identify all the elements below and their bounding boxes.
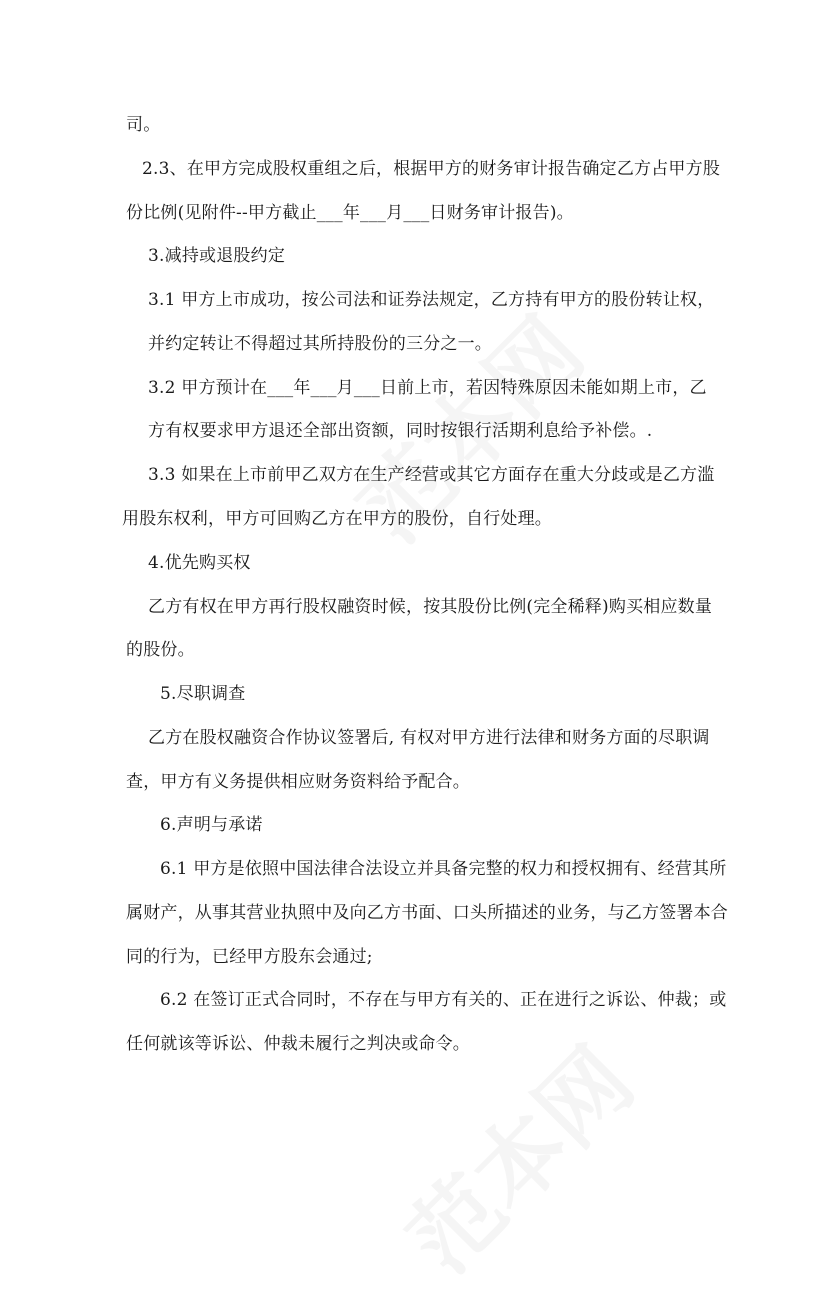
text-line-18: 6.1 甲方是依照中国法律合法设立并具备完整的权力和授权拥有、经营其所 xyxy=(160,859,727,879)
text-line-3: 份比例(见附件--甲方截止___年___月___日财务审计报告)。 xyxy=(126,203,574,223)
text-line-9: 3.3 如果在上市前甲乙双方在生产经营或其它方面存在重大分歧或是乙方滥 xyxy=(148,465,715,485)
text-line-16: 查，甲方有义务提供相应财务资料给予配合。 xyxy=(126,772,470,792)
text-line-14: 5.尽职调查 xyxy=(160,684,246,704)
text-line-21: 6.2 在签订正式合同时，不存在与甲方有关的、正在进行之诉讼、仲裁；或 xyxy=(160,990,727,1010)
text-line-17: 6.声明与承诺 xyxy=(160,815,263,835)
text-line-22: 任何就该等诉讼、仲裁未履行之判决或命令。 xyxy=(126,1034,470,1054)
text-line-10: 用股东权利，甲方可回购乙方在甲方的股份，自行处理。 xyxy=(122,509,552,529)
text-line-12: 乙方有权在甲方再行股权融资时候，按其股份比例(完全稀释)购买相应数量 xyxy=(148,597,713,617)
text-line-15: 乙方在股权融资合作协议签署后, 有权对甲方进行法律和财务方面的尽职调 xyxy=(148,728,710,748)
text-line-19: 属财产，从事其营业执照中及向乙方书面、口头所描述的业务，与乙方签署本合 xyxy=(126,903,728,923)
text-line-4: 3.减持或退股约定 xyxy=(148,246,286,266)
text-line-11: 4.优先购买权 xyxy=(148,553,251,573)
watermark-text-bottom xyxy=(388,1028,653,1293)
text-line-2: 2.3、在甲方完成股权重组之后，根据甲方的财务审计报告确定乙方占甲方股 xyxy=(142,159,721,179)
text-line-6: 并约定转让不得超过其所持股份的三分之一。 xyxy=(148,334,492,354)
text-line-13: 的股份。 xyxy=(126,640,195,660)
text-line-8: 方有权要求甲方退还全部出资额，同时按银行活期利息给予补偿。. xyxy=(148,421,653,441)
text-line-7: 3.2 甲方预计在___年___月___日前上市，若因特殊原因未能如期上市，乙 xyxy=(148,378,707,398)
text-line-1: 司。 xyxy=(126,115,161,135)
text-line-20: 同的行为，已经甲方股东会通过; xyxy=(126,947,373,967)
text-line-5: 3.1 甲方上市成功，按公司法和证券法规定，乙方持有甲方的股份转让权， xyxy=(148,290,715,310)
